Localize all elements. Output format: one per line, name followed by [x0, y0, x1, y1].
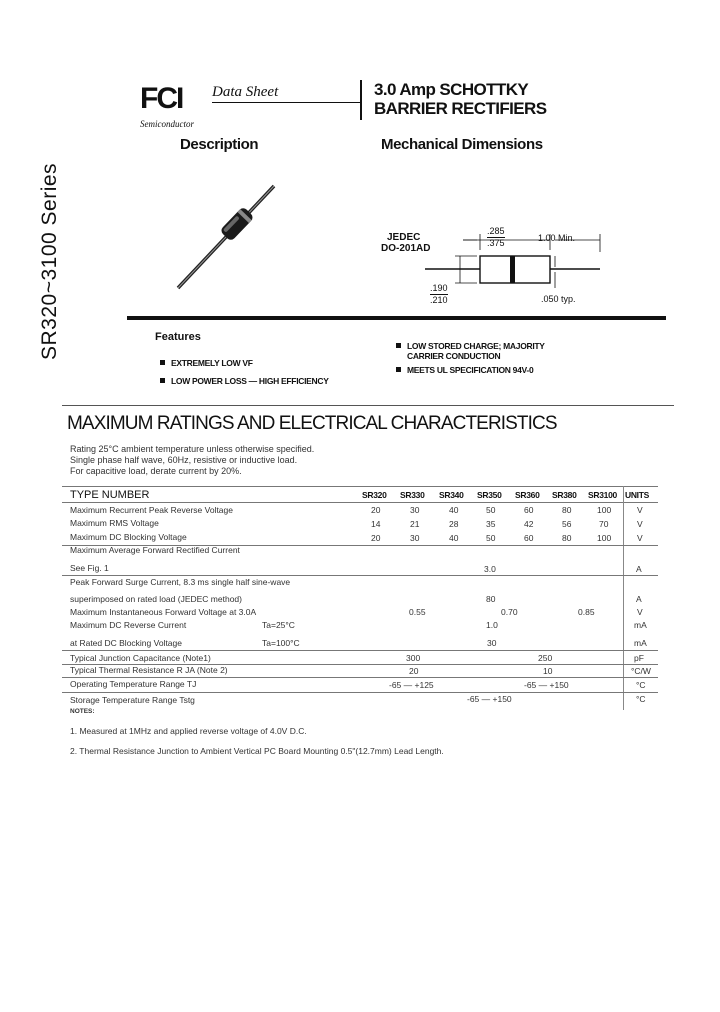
- product-title-line2: BARRIER RECTIFIERS: [374, 99, 547, 118]
- cap-value-2: 250: [538, 653, 553, 663]
- row-vrms-value: 28: [449, 519, 459, 529]
- ir-unit-25: mA: [634, 620, 647, 630]
- header-underline: [212, 102, 360, 103]
- row-vrms-value: 70: [599, 519, 609, 529]
- row-vrrm-value: 40: [449, 505, 459, 515]
- lead-length-dim: 1.00 Min.: [538, 233, 576, 243]
- rth-value-1: 20: [409, 666, 419, 676]
- doc-type: Data Sheet: [212, 84, 279, 100]
- row-vdc-value: 50: [486, 533, 496, 543]
- ratings-conditions: [70, 444, 314, 477]
- row-vdc-value: 20: [371, 533, 381, 543]
- table-top-rule: [62, 486, 658, 487]
- bullet-icon: [160, 360, 165, 365]
- ir-value-25: 1.0: [486, 620, 498, 630]
- row-vrms-value: 42: [524, 519, 534, 529]
- body-diameter-max: .210: [430, 295, 448, 305]
- stg-temp-label: Storage Temperature Range Tstg: [70, 695, 195, 705]
- feature-low-vf: [160, 358, 253, 368]
- features-title: Features: [155, 331, 201, 343]
- col-sr350: SR350: [477, 490, 502, 500]
- lead-diameter-dim: .050 typ.: [541, 294, 576, 304]
- row-vrrm-value: 30: [410, 505, 420, 515]
- note-2: 2. Thermal Resistance Junction to Ambient Vertical PC Board Mounting 0.5"(12.7mm) Lead Length.: [70, 746, 444, 756]
- row-vrrm-unit: V: [637, 505, 643, 515]
- feature-stored-charge-text1: LOW STORED CHARGE; MAJORITY: [407, 341, 545, 351]
- row-vdc-value: 40: [449, 533, 459, 543]
- ir-unit-100: mA: [634, 638, 647, 648]
- feature-stored-charge: [396, 341, 545, 361]
- rth-label: Typical Thermal Resistance R JA (Note 2): [70, 665, 228, 675]
- row-vdc-value: 60: [524, 533, 534, 543]
- row-vrms-value: 14: [371, 519, 381, 529]
- ratings-title: MAXIMUM RATINGS AND ELECTRICAL CHARACTERISTICS: [67, 413, 557, 434]
- col-sr380: SR380: [552, 490, 577, 500]
- feature-low-loss-text: LOW POWER LOSS — HIGH EFFICIENCY: [171, 376, 329, 386]
- jedec-line1: JEDEC: [387, 232, 421, 243]
- stg-temp-unit: °C: [636, 694, 646, 704]
- ir-label2: at Rated DC Blocking Voltage: [70, 638, 182, 648]
- col-sr330: SR330: [400, 490, 425, 500]
- op-temp-value-1: -65 — +125: [389, 680, 434, 690]
- row-vdc-label: Maximum DC Blocking Voltage: [70, 532, 187, 542]
- body-length-max: .375: [487, 238, 505, 248]
- logo-subtitle: Semiconductor: [140, 119, 194, 129]
- condition-line: For capacitive load, derate current by 20%.: [70, 466, 242, 476]
- row-vrrm-label: Maximum Recurrent Peak Reverse Voltage: [70, 505, 233, 515]
- surge-label2: superimposed on rated load (JEDEC method): [70, 594, 242, 604]
- surge-unit: A: [636, 594, 642, 604]
- type-number-header: TYPE NUMBER: [70, 489, 150, 501]
- avg-current-label2: See Fig. 1: [70, 563, 109, 573]
- feature-low-vf-text: EXTREMELY LOW VF: [171, 358, 253, 368]
- col-sr360: SR360: [515, 490, 540, 500]
- avg-current-value: 3.0: [484, 564, 496, 574]
- vf-unit: V: [637, 607, 643, 617]
- ir-cond-25: Ta=25°C: [262, 620, 295, 630]
- rth-value-2: 10: [543, 666, 553, 676]
- vf-value-2: 0.70: [501, 607, 518, 617]
- row-vrms-unit: V: [637, 519, 643, 529]
- header-divider: [360, 80, 362, 120]
- notes-heading: NOTES:: [70, 708, 95, 715]
- cap-value-1: 300: [406, 653, 421, 663]
- row-rule: [62, 677, 658, 678]
- col-units: UNITS: [625, 490, 650, 500]
- op-temp-unit: °C: [636, 680, 646, 690]
- cap-label: Typical Junction Capacitance (Note1): [70, 653, 211, 663]
- surge-value: 80: [486, 594, 496, 604]
- ir-cond-100: Ta=100°C: [262, 638, 300, 648]
- diode-image: [170, 180, 280, 295]
- feature-low-loss: [160, 376, 329, 386]
- col-sr3100: SR3100: [588, 490, 617, 500]
- ir-value-100: 30: [487, 638, 497, 648]
- col-sr320: SR320: [362, 490, 387, 500]
- product-title: [374, 80, 546, 118]
- feature-stored-charge-text2: CARRIER CONDUCTION: [407, 351, 501, 361]
- row-vdc-value: 80: [562, 533, 572, 543]
- bullet-icon: [160, 378, 165, 383]
- product-title-line1: 3.0 Amp SCHOTTKY: [374, 80, 529, 99]
- row-vrms-value: 56: [562, 519, 572, 529]
- row-rule: [62, 575, 658, 576]
- row-vrrm-value: 80: [562, 505, 572, 515]
- row-vrms-label: Maximum RMS Voltage: [70, 518, 159, 528]
- vf-value-3: 0.85: [578, 607, 595, 617]
- op-temp-value-2: -65 — +150: [524, 680, 569, 690]
- row-vdc-value: 30: [410, 533, 420, 543]
- row-vrms-value: 35: [486, 519, 496, 529]
- body-length-dim: [487, 226, 505, 249]
- ratings-divider: [62, 405, 674, 406]
- ir-label: Maximum DC Reverse Current: [70, 620, 187, 630]
- vf-value-1: 0.55: [409, 607, 426, 617]
- surge-label: Peak Forward Surge Current, 8.3 ms single half sine-wave: [70, 577, 291, 587]
- table-header-rule: [62, 502, 658, 503]
- bullet-icon: [396, 367, 401, 372]
- section-divider: [127, 316, 666, 320]
- note-1: 1. Measured at 1MHz and applied reverse voltage of 4.0V D.C.: [70, 726, 307, 736]
- row-rule: [62, 650, 658, 651]
- cap-unit: pF: [634, 653, 644, 663]
- rth-unit: °C/W: [631, 666, 651, 676]
- body-length-min: .285: [487, 226, 505, 236]
- row-vrrm-value: 100: [597, 505, 612, 515]
- feature-ul: [396, 365, 533, 375]
- series-vertical-label: SR320~3100 Series: [38, 162, 61, 360]
- jedec-line2: DO-201AD: [381, 243, 431, 254]
- description-title: Description: [180, 136, 259, 153]
- body-diameter-dim: [430, 283, 448, 306]
- op-temp-label: Operating Temperature Range TJ: [70, 679, 197, 689]
- row-rule: [62, 692, 658, 693]
- fci-logo: FCI: [140, 82, 183, 115]
- row-vrrm-value: 60: [524, 505, 534, 515]
- row-vdc-unit: V: [637, 533, 643, 543]
- feature-ul-text: MEETS UL SPECIFICATION 94V-0: [407, 365, 534, 375]
- condition-line: Rating 25°C ambient temperature unless otherwise specified.: [70, 444, 315, 454]
- condition-line: Single phase half wave, 60Hz, resistive or inductive load.: [70, 455, 298, 465]
- row-vrrm-value: 20: [371, 505, 381, 515]
- bullet-icon: [396, 343, 401, 348]
- avg-current-unit: A: [636, 564, 642, 574]
- avg-current-label: Maximum Average Forward Rectified Current: [70, 545, 240, 555]
- col-sr340: SR340: [439, 490, 464, 500]
- row-vdc-value: 100: [597, 533, 612, 543]
- mechanical-title: Mechanical Dimensions: [381, 136, 543, 153]
- stg-temp-value: -65 — +150: [467, 694, 512, 704]
- vf-label: Maximum Instantaneous Forward Voltage at 3.0A: [70, 607, 257, 617]
- row-vrrm-value: 50: [486, 505, 496, 515]
- row-vrms-value: 21: [410, 519, 420, 529]
- body-diameter-min: .190: [430, 283, 448, 293]
